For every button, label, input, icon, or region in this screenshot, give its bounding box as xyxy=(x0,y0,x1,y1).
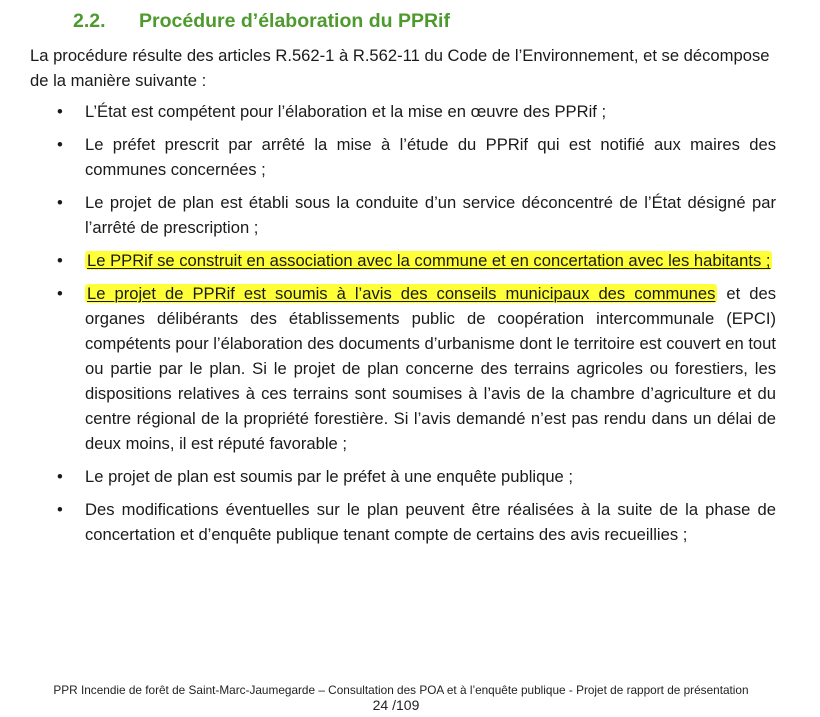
list-item-text: Le projet de plan est soumis par le préfet à une enquête publique ; xyxy=(85,467,574,486)
highlighted-text: Le projet de PPRif est soumis à l’avis des conseils municipaux des communes xyxy=(87,284,716,303)
bullet-icon: • xyxy=(57,193,63,212)
list-item xyxy=(0,248,820,273)
intro-paragraph: La procédure résulte des articles R.562-1 à R.562-11 du Code de l’Environnement, et se décompose de la manière suivante : xyxy=(30,46,770,90)
bullet-icon: • xyxy=(57,467,63,486)
list-item-text: et des organes délibérants des établissements public de coopération intercommunale (EPCI) compétents pour l’élaboration des documents d’urbanisme dont le territoire est couvert en tout ou partie par le plan. Si le projet de plan concerne des terrains agricoles ou forestiers, les dispositions relatives à ces terrains sont soumises à l’avis de la chambre d’agriculture et du centre régional de la propriété forestière. Si l’avis demandé n’est pas rendu dans un délai de deux moins, il est réputé favorable ; xyxy=(85,284,776,453)
bullet-icon: • xyxy=(57,500,63,519)
section-number: 2.2. xyxy=(73,10,106,32)
list-item xyxy=(0,497,820,547)
list-item xyxy=(0,132,820,182)
section-heading xyxy=(73,10,450,33)
list-item xyxy=(0,99,820,124)
list-item xyxy=(0,190,820,240)
bullet-icon: • xyxy=(57,251,63,270)
list-item xyxy=(0,464,820,489)
page-number: 24 /109 xyxy=(372,697,420,713)
list-item-text: L’État est compétent pour l’élaboration et la mise en œuvre des PPRif ; xyxy=(85,102,607,121)
bullet-icon: • xyxy=(57,284,63,303)
section-title: Procédure d’élaboration du PPRif xyxy=(139,10,450,32)
list-item xyxy=(0,281,820,456)
footer-text: PPR Incendie de forêt de Saint-Marc-Jaumegarde – Consultation des POA et à l’enquête publique - Projet de rapport de présentation xyxy=(53,683,749,697)
procedure-list xyxy=(0,99,820,555)
list-item-text: Des modifications éventuelles sur le plan peuvent être réalisées à la suite de la phase de concertation et d’enquête publique tenant compte de certains des avis recueillies ; xyxy=(85,500,776,544)
page-footer xyxy=(0,683,820,714)
list-item-text: Le préfet prescrit par arrêté la mise à l’étude du PPRif qui est notifié aux maires des communes concernées ; xyxy=(85,135,776,179)
list-item-text: Le projet de plan est établi sous la conduite d’un service déconcentré de l’État désigné par l’arrêté de prescription ; xyxy=(85,193,776,237)
bullet-icon: • xyxy=(57,135,63,154)
highlighted-text: Le PPRif se construit en association avec la commune et en concertation avec les habitants ; xyxy=(87,251,771,270)
bullet-icon: • xyxy=(57,102,63,121)
